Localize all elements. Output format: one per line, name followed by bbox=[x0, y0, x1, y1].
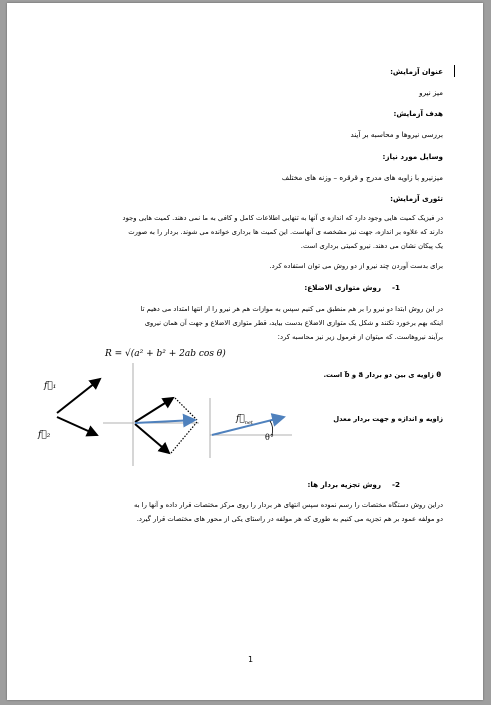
page-number: 1 bbox=[248, 655, 254, 664]
component-a bbox=[135, 398, 173, 422]
angle-note: θ زاویه ی بین دو بردار a⃗ و b⃗ است. bbox=[323, 371, 441, 379]
f2-label: f⃗₂ bbox=[38, 430, 51, 440]
resultant-formula: R = √(a² + b² + 2ab cos θ) bbox=[105, 349, 226, 359]
f1-vector bbox=[57, 379, 100, 413]
method1-line-1: در این روش ابتدا دو نیرو را بر هم منطبق می کنیم سپس به موازات هم هر نیرو را از انتها امتداد می دهیم تا bbox=[140, 305, 443, 313]
magnitude-direction-note: زاویه و اندازه و جهت بردار معدل bbox=[333, 415, 443, 423]
theory-paragraph-2: برای بدست آوردن چند نیرو از دو روش می توان استفاده کرد. bbox=[269, 262, 443, 270]
resultant-vector bbox=[135, 420, 195, 423]
theory-line-3: یک پیکان نشان می دهند. نیرو کمیتی برداری است. bbox=[300, 242, 443, 250]
method2-title: روش تجزیه بردار ها: bbox=[307, 480, 381, 489]
method1-number: 1- bbox=[392, 283, 400, 292]
method1-line-3: برآیند نیروهاست. که میتوان از فرمول زیر نیز محاسبه کرد: bbox=[277, 333, 443, 341]
theta-label: θ° bbox=[265, 433, 274, 442]
tools-value: میزنیرو با زاویه های مدرج و قرقره – وزنه های مختلف bbox=[281, 173, 443, 182]
method2-line-2: دو مولفه عمود بر هم تجزیه می کنیم به طوری که هر مولفه در راستای یکی از محور های مختصات قرار گیرد. bbox=[136, 515, 443, 523]
theory-line-1: در فیزیک کمیت هایی وجود دارد که اندازه ی آنها به تنهایی اطلاعات کامل و کافی به ما نمی دهند. کمیت هایی وجود bbox=[122, 214, 443, 222]
net-force-symbol: f⃗ bbox=[236, 414, 245, 424]
f2-vector bbox=[57, 417, 97, 435]
goal-label: هدف آزمایش: bbox=[393, 109, 443, 118]
resultant-angle-figure bbox=[210, 393, 300, 463]
method1-title: روش متوازی الاضلاع: bbox=[304, 283, 381, 292]
title-value: میز نیرو bbox=[419, 88, 443, 97]
theory-label: تئوری آزمایش: bbox=[390, 194, 443, 203]
method2-number: 2- bbox=[392, 480, 400, 489]
method1-line-2: اینکه بهم برخورد نکنند و شکل یک متوازی الاضلاع بدست بیاید، قطر متوازی الاضلاع و جهت آن همان نیروی bbox=[144, 319, 443, 327]
parallelogram-figure bbox=[103, 358, 203, 468]
title-label: عنوان آزمایش: bbox=[390, 67, 443, 76]
tools-label: وسایل مورد نیاز: bbox=[382, 152, 443, 161]
theory-line-2: دارند که علاوه بر اندازه، جهت نیز مشخصه ی آنهاست. این کمیت ها برداری خوانده می شوند. بردار را به صورت bbox=[128, 228, 443, 236]
goal-value: بررسی نیروها و محاسبه بر آیند bbox=[350, 130, 443, 139]
text-cursor bbox=[454, 65, 455, 77]
dotted-parallel-2 bbox=[171, 422, 197, 453]
net-force-subscript: net bbox=[244, 419, 253, 426]
component-b bbox=[135, 424, 169, 453]
net-force-label bbox=[236, 414, 253, 426]
method2-line-1: دراین روش دستگاه مختصات را رسم نموده سپس انتهای هر بردار را روی مرکز مختصات قرار داده و آنها را به bbox=[134, 501, 443, 509]
dotted-parallel-1 bbox=[175, 398, 197, 420]
document-page bbox=[7, 3, 483, 700]
f1-label: f⃗₁ bbox=[44, 381, 57, 391]
